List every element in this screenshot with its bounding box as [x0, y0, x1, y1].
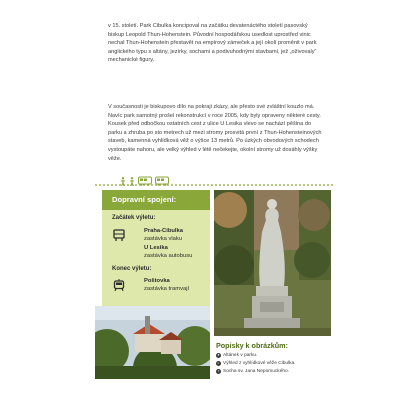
start-label: Začátek výletu: — [112, 215, 156, 221]
caption-bullet: ◐ — [217, 361, 220, 365]
caption-bullet: ◑ — [217, 369, 220, 373]
captions-title: Popisky k obrázkům: — [216, 341, 288, 350]
start-stop-2-type: zastávka autobusu — [144, 253, 193, 259]
caption-item — [216, 353, 257, 358]
end-stop: Poštovka — [144, 278, 170, 284]
caption-text: Altánek v parku. — [223, 353, 258, 358]
caption-item — [216, 361, 296, 366]
body-paragraph-2 — [108, 103, 323, 163]
caption-item — [216, 369, 289, 374]
village-photo — [95, 306, 210, 379]
paragraph-text: v 15. století. Park Cibulka koncipoval na začátku devatenáctého století pasovský biskup Leopold Thun-Hohenstein. Původní hospodářskou usedlost uprostřed vinic nechal Thun-Hohenstein přestavět na empírový zámeček a její okolí proměnit v park anglického typu s altány, jezírky, sochami a podivuhodnými stavbami, jež „oživovaly“ mechanické figury. — [108, 23, 317, 64]
end-stop-type: zastávka tramvají — [144, 286, 190, 292]
transport-panel — [102, 190, 210, 306]
caption-bullet: ● — [217, 353, 220, 357]
tram-icon — [155, 176, 169, 186]
caption-text: Socha sv. Jana Nepomuckého. — [223, 369, 290, 374]
start-stop-1-type: zastávka vlaku — [144, 236, 183, 242]
paragraph-text: V současnosti je biskupovo dílo na pokraji zkázy, ale přesto své zvláštní kouzlo má. Navíc park samotný prošel rekonstrukcí v roce 2005, kdy byly opraveny některé cesty. Kousek před odbočkou ostatních cest z ulice U Lesika vlevo se nachází pěšina do parku a zhruba po sto metrech už mezi stromy prosvitá první z Thun-Hohensteinových staveb, kamenná vyhlídková věž o výšce 13 metrů. Po úzkých obvodových schodech vystoupáte nahoru, ale velký výhled v létě nečekejte, okolní stromy už dosáhly výšky věže. — [108, 104, 322, 162]
transport-icons — [120, 176, 169, 186]
tram-icon — [138, 176, 152, 186]
walk-icon — [129, 177, 135, 186]
start-stop-1: Praha-Cibulka — [144, 228, 183, 234]
end-label: Konec výletu: — [112, 266, 152, 272]
tram-stop-icon — [113, 279, 125, 291]
statue-photo — [214, 190, 331, 336]
transport-panel-title: Dopravní spojení: — [102, 190, 210, 210]
start-stop-2: U Lesika — [144, 245, 168, 251]
caption-text: Výhled z vyhlídkové věže Cibulka. — [223, 361, 296, 366]
walk-icon — [120, 177, 126, 186]
bus-stop-icon — [113, 229, 125, 241]
body-paragraph-1 — [108, 22, 323, 65]
